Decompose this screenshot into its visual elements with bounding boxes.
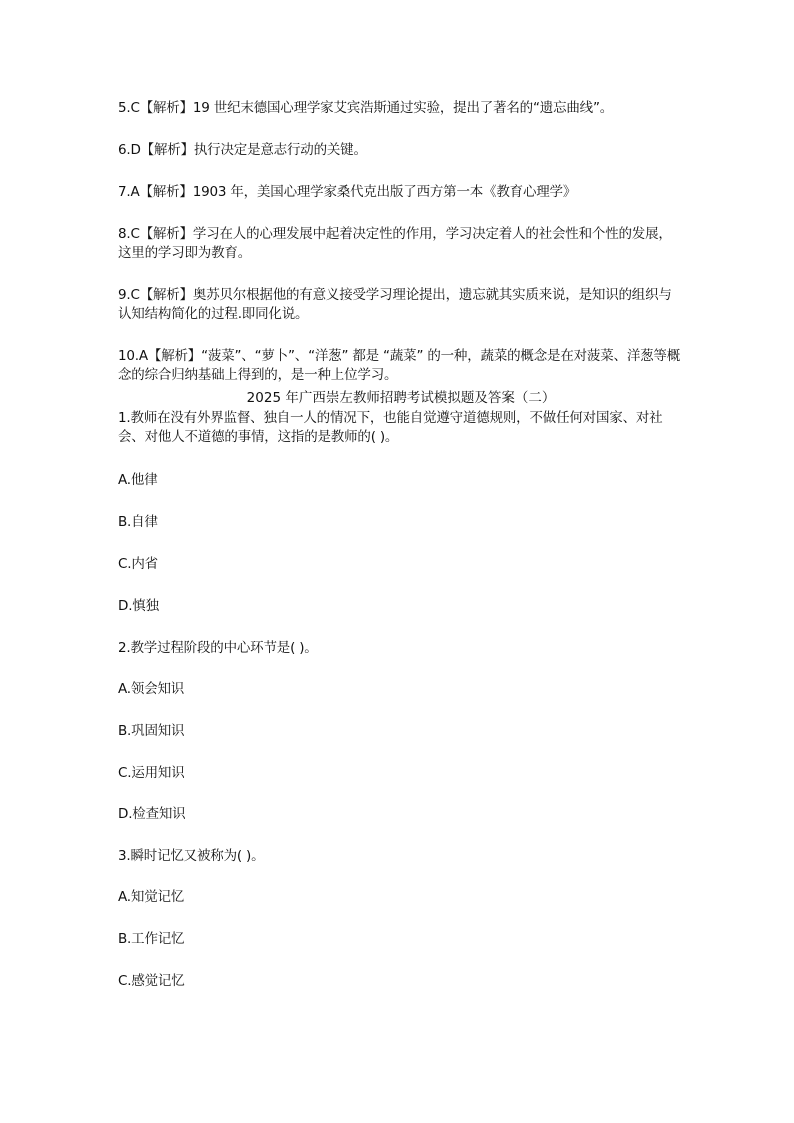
answer-6: 6.D【解析】执行决定是意志行动的关键。 <box>118 142 367 158</box>
question-3-option-a: A.知觉记忆 <box>118 889 185 905</box>
question-3-stem: 3.瞬时记忆又被称为( )。 <box>118 848 265 864</box>
question-3-option-c: C.感觉记忆 <box>118 973 185 989</box>
answer-7: 7.A【解析】1903 年，美国心理学家桑代克出版了西方第一本《教育心理学》 <box>118 184 577 200</box>
question-1-option-a: A.他律 <box>118 472 158 488</box>
question-2-option-d: D.检查知识 <box>118 806 186 822</box>
question-1-option-c: C.内省 <box>118 556 158 572</box>
section-title: 2025 年广西崇左教师招聘考试模拟题及答案（二） <box>246 390 556 406</box>
question-2-option-c: C.运用知识 <box>118 765 185 781</box>
question-3-option-b: B.工作记忆 <box>118 931 185 947</box>
answer-9: 9.C【解析】奥苏贝尔根据他的有意义接受学习理论提出，遗忘就其实质来说，是知识的组织与认知结构简化的过程.即同化说。 <box>118 287 672 322</box>
answer-10: 10.A【解析】“菠菜”、“萝卜”、“洋葱” 都是 “蔬菜” 的一种，蔬菜的概念是在对菠菜、洋葱等概念的综合归纳基础上得到的，是一种上位学习。 <box>118 348 681 383</box>
question-2-stem: 2.教学过程阶段的中心环节是( )。 <box>118 640 318 656</box>
answer-5: 5.C【解析】19 世纪末德国心理学家艾宾浩斯通过实验，提出了著名的“遗忘曲线”。 <box>118 100 614 116</box>
answer-8: 8.C【解析】学习在人的心理发展中起着决定性的作用，学习决定着人的社会性和个性的发展，这里的学习即为教育。 <box>118 226 672 261</box>
question-2-option-a: A.领会知识 <box>118 681 185 697</box>
question-2-option-b: B.巩固知识 <box>118 723 185 739</box>
question-1-stem: 1.教师在没有外界监督、独自一人的情况下，也能自觉遵守道德规则，不做任何对国家、对社会、对他人不道德的事情，这指的是教师的( )。 <box>118 410 663 445</box>
question-1-option-b: B.自律 <box>118 514 158 530</box>
question-1-option-d: D.慎独 <box>118 598 159 614</box>
